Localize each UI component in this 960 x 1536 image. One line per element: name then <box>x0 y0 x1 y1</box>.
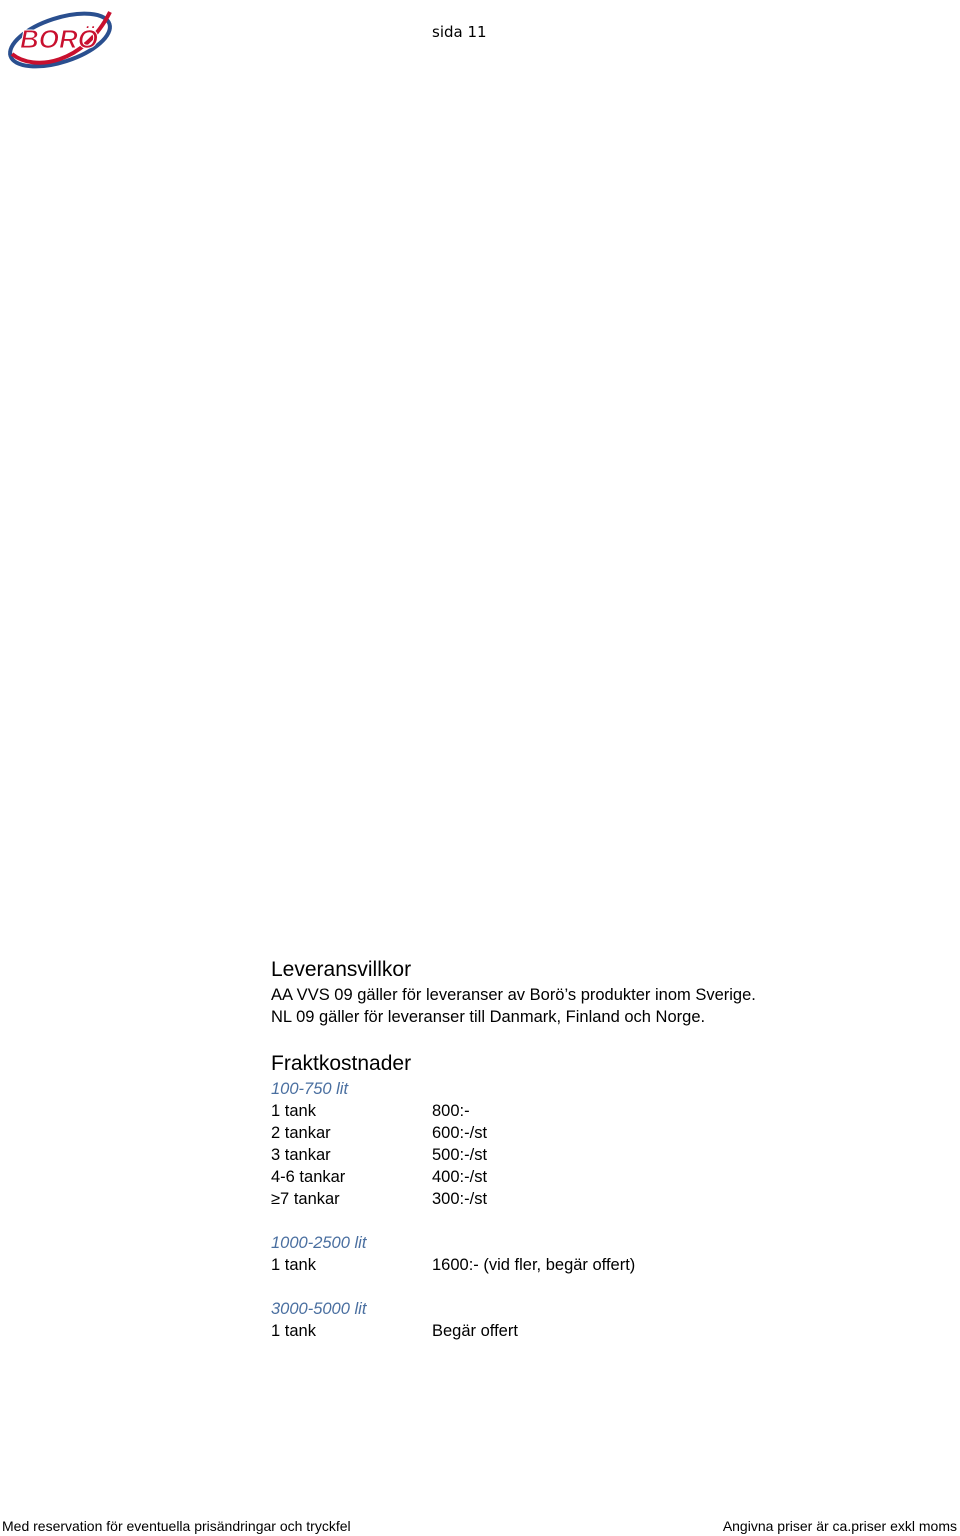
freight-qty: 1 tank <box>271 1102 316 1120</box>
boro-logo <box>4 2 116 72</box>
freight-price: 800:- <box>432 1102 470 1120</box>
freight-qty: 1 tank <box>271 1256 316 1274</box>
logo-wordmark: BORÖ <box>20 24 98 54</box>
page-number: sida 11 <box>432 23 487 41</box>
delivery-line: NL 09 gäller för leveranser till Danmark, Finland och Norge. <box>271 1008 706 1026</box>
freight-row <box>271 1188 931 1210</box>
freight-row <box>271 1122 931 1144</box>
freight-row <box>271 1254 931 1276</box>
freight-qty: 4-6 tankar <box>271 1168 346 1186</box>
freight-row <box>271 1144 931 1166</box>
terms-content <box>271 956 931 1342</box>
freight-heading: Fraktkostnader <box>271 1052 412 1075</box>
freight-range: 3000-5000 lit <box>271 1300 367 1318</box>
freight-price: 300:-/st <box>432 1190 488 1208</box>
freight-price: 400:-/st <box>432 1168 488 1186</box>
freight-row <box>271 1320 931 1342</box>
delivery-heading: Leveransvillkor <box>271 958 412 981</box>
freight-range: 100-750 lit <box>271 1080 349 1098</box>
freight-qty: ≥7 tankar <box>271 1190 340 1208</box>
freight-price: 600:-/st <box>432 1124 488 1142</box>
freight-price: Begär offert <box>432 1322 518 1340</box>
freight-range: 1000-2500 lit <box>271 1234 367 1252</box>
freight-row <box>271 1100 931 1122</box>
freight-price: 500:-/st <box>432 1146 488 1164</box>
freight-qty: 1 tank <box>271 1322 316 1340</box>
freight-qty: 2 tankar <box>271 1124 331 1142</box>
freight-row <box>271 1166 931 1188</box>
footer-disclaimer: Med reservation för eventuella prisändringar och tryckfel <box>2 1518 351 1534</box>
freight-price: 1600:- (vid fler, begär offert) <box>432 1256 636 1274</box>
footer-price-note: Angivna priser är ca.priser exkl moms <box>722 1518 957 1534</box>
freight-qty: 3 tankar <box>271 1146 331 1164</box>
delivery-line: AA VVS 09 gäller för leveranser av Borö’s produkter inom Sverige. <box>271 986 756 1004</box>
